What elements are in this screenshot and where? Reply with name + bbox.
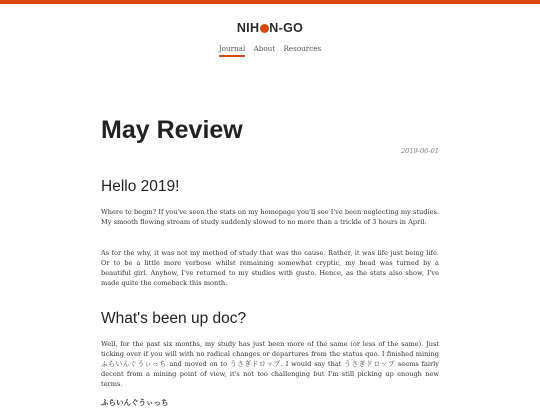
paragraph-3: Well, for the past six months, my study has just been more of the same (or less of the same). Just ticking over if you will with no radical changes or departures from the status quo. I finished mining ふらいんぐうぃっち and moved on to うさぎドロップ. I would say that うさぎドロップ seems fairly decent from a mining point of view, it's not too challenging but I'm still picking up enough new terms. <box>101 340 439 388</box>
post-title: May Review <box>101 116 243 144</box>
logo-text-end: N-GO <box>269 21 304 35</box>
paragraph-1: Where to begin? If you've seen the stats on my homepage you'll see I've been neglecting my studies. My smooth flowing stream of study suddenly slowed to no more than a trickle of 3 hours in April. <box>101 208 439 226</box>
nav-resources[interactable]: Resources <box>283 44 322 53</box>
logo-text-start: NIH <box>236 21 260 35</box>
rising-sun-icon <box>260 24 269 33</box>
paragraph-4: ふらいんぐうぃっち <box>101 398 169 407</box>
section-heading-hello: Hello 2019! <box>101 178 180 195</box>
paragraph-2: As for the why, it was not my method of study that was the cause. Rather, it was life just being life. Or to be a little more verbose whilst remaining somewhat cryptic, my head was turned by a beautiful girl. Anyhow, I've returned to my studies with gusto. Hence, as the stats also show, I've made quite the comeback this month. <box>101 249 439 287</box>
post-date: 2019-06-01 <box>400 147 439 155</box>
nav-journal[interactable]: Journal <box>219 44 246 57</box>
site-logo[interactable] <box>0 21 540 35</box>
main-nav <box>0 44 540 57</box>
top-accent-bar <box>0 0 540 4</box>
section-heading-whats-up: What's been up doc? <box>101 310 247 327</box>
nav-about[interactable]: About <box>253 44 276 53</box>
